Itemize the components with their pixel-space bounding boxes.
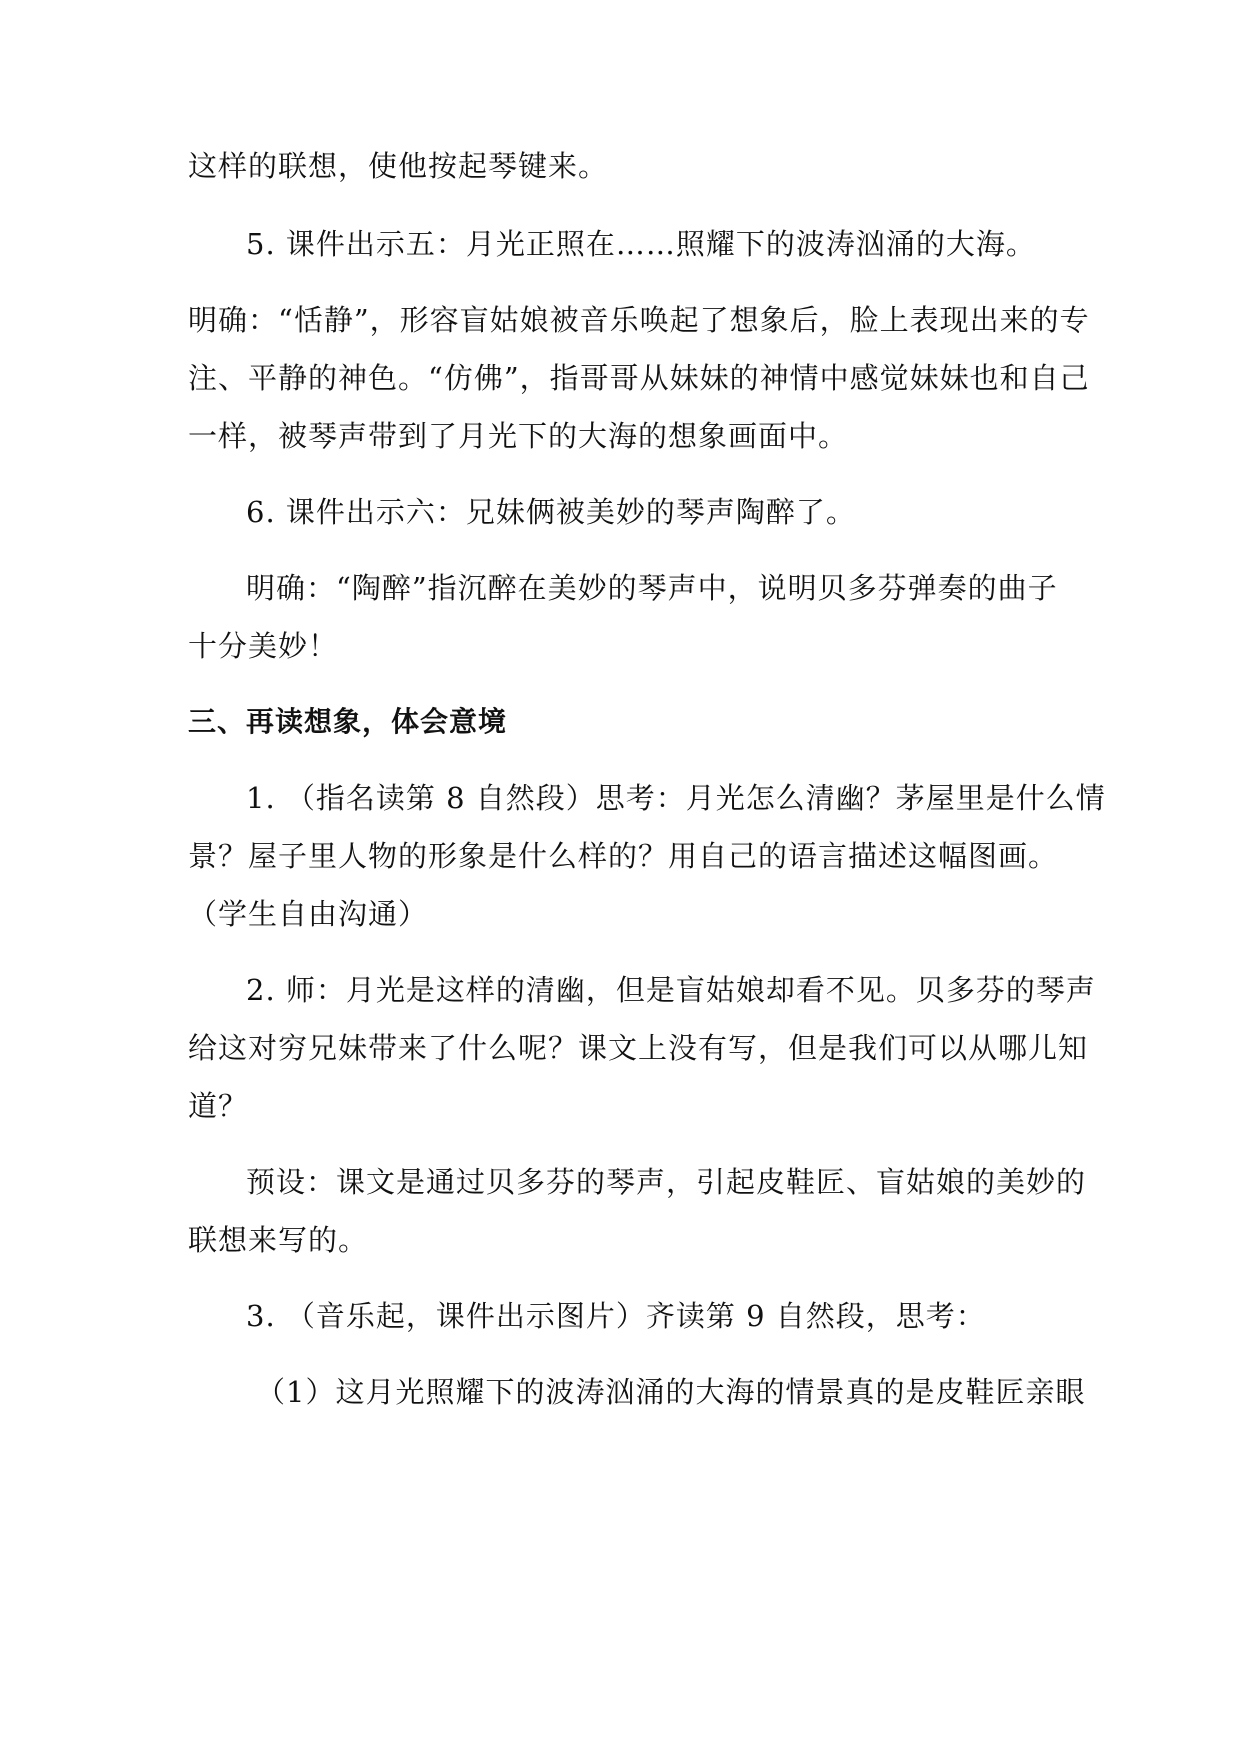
text-line-18: 3. （音乐起，课件出示图片）齐读第 9 自然段，思考：: [246, 1299, 986, 1333]
text-line-5: 一样，被琴声带到了月光下的大海的想象画面中。: [188, 419, 849, 453]
text-line-17: 联想来写的。: [188, 1223, 369, 1257]
text-line-1: 这样的联想，使他按起琴键来。: [188, 149, 609, 183]
text-line-7: 明确：“陶醉”指沉醉在美妙的琴声中，说明贝多芬弹奏的曲子: [246, 571, 1058, 605]
text-line-16: 预设：课文是通过贝多芬的琴声，引起皮鞋匠、盲姑娘的美妙的: [246, 1165, 1087, 1199]
text-line-8: 十分美妙！: [188, 629, 339, 663]
text-line-13: 2. 师：月光是这样的清幽，但是盲姑娘却看不见。贝多芬的琴声: [246, 973, 1096, 1007]
text-line-4: 注、平静的神色。“仿佛”，指哥哥从妹妹的神情中感觉妹妹也和自己: [188, 361, 1090, 395]
text-line-6: 6. 课件出示六：兄妹俩被美妙的琴声陶醉了。: [246, 495, 856, 529]
text-line-2: 5. 课件出示五：月光正照在……照耀下的波涛汹涌的大海。: [246, 227, 1036, 261]
text-line-14: 给这对穷兄妹带来了什么呢？课文上没有写，但是我们可以从哪儿知: [188, 1031, 1089, 1065]
text-line-10: 1. （指名读第 8 自然段）思考：月光怎么清幽？茅屋里是什么情: [246, 781, 1106, 815]
text-line-3: 明确：“恬静”，形容盲姑娘被音乐唤起了想象后，脸上表现出来的专: [188, 303, 1090, 337]
text-line-15: 道？: [188, 1089, 249, 1123]
text-line-19: （1）这月光照耀下的波涛汹涌的大海的情景真的是皮鞋匠亲眼: [256, 1375, 1086, 1409]
section-heading: 三、再读想象，体会意境: [188, 705, 508, 738]
text-line-11: 景？屋子里人物的形象是什么样的？用自己的语言描述这幅图画。: [188, 839, 1059, 873]
text-line-12: （学生自由沟通）: [188, 897, 429, 931]
